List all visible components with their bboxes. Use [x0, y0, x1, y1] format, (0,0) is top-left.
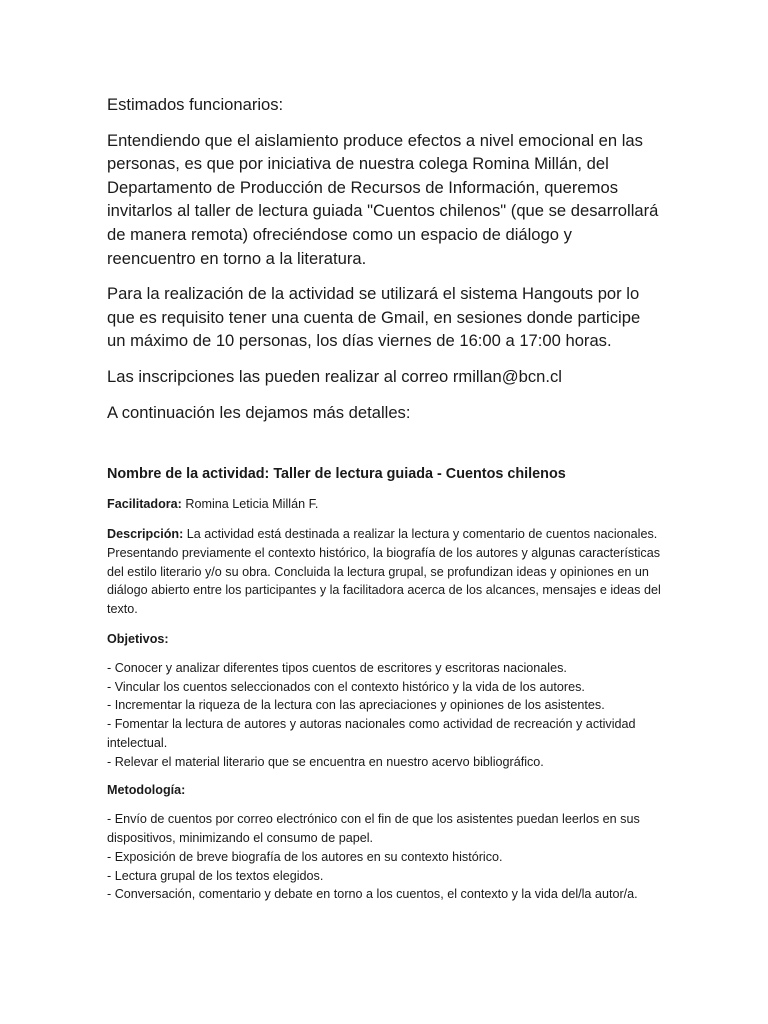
greeting: Estimados funcionarios:	[107, 95, 284, 114]
list-item: - Lectura grupal de los textos elegidos.	[107, 868, 324, 883]
list-item: - Fomentar la lectura de autores y autoras nacionales como actividad de recreación y actividad intelectual.	[107, 717, 636, 750]
objectives-heading: Objetivos:	[107, 631, 169, 646]
description-value: La actividad está destinada a realizar la lectura y comentario de cuentos nacionales. Presentando previamente el contexto histórico, la biografía de los autores y algunas características del estilo literario y/o su obra. Concluida la lectura grupal, se profundizan ideas y opiniones en un diálogo abierto entre los participantes y la facilitadora acerca de los alcances, mensajes e ideas del texto.	[107, 526, 661, 617]
facilitator-line	[107, 495, 661, 514]
list-item: - Exposición de breve biografía de los autores en su contexto histórico.	[107, 849, 503, 864]
list-item: - Incrementar la riqueza de la lectura con las apreciaciones y opiniones de los asistentes.	[107, 698, 605, 713]
list-item: - Vincular los cuentos seleccionados con el contexto histórico y la vida de los autores.	[107, 679, 585, 694]
description-label: Descripción:	[107, 526, 184, 541]
facilitator-label: Facilitadora:	[107, 497, 182, 512]
list-item: - Conversación, comentario y debate en torno a los cuentos, el contexto y la vida del/la autor/a.	[107, 887, 638, 902]
methodology-heading: Metodología:	[107, 783, 186, 798]
methodology-list	[107, 810, 661, 904]
description-paragraph	[107, 525, 661, 619]
objectives-list	[107, 659, 661, 772]
intro-paragraph: Para la realización de la actividad se utilizará el sistema Hangouts por lo que es requisito tener una cuenta de Gmail, en sesiones donde participe un máximo de 10 personas, los días viernes de 16:00 a 17:00 horas.	[107, 284, 641, 351]
list-item: - Conocer y analizar diferentes tipos cuentos de escritores y escritoras nacionales.	[107, 660, 567, 675]
details-section	[107, 464, 661, 904]
list-item: - Envío de cuentos por correo electrónico con el fin de que los asistentes puedan leerlos en sus dispositivos, minimizando el consumo de papel.	[107, 812, 640, 846]
intro-paragraph: Las inscripciones las pueden realizar al correo rmillan@bcn.cl	[107, 366, 562, 386]
intro-section	[107, 0, 661, 424]
activity-title: Nombre de la actividad: Taller de lectura guiada - Cuentos chilenos	[107, 466, 566, 483]
facilitator-value: Romina Leticia Millán F.	[181, 497, 319, 512]
intro-paragraph: Entendiendo que el aislamiento produce efectos a nivel emocional en las personas, es que por iniciativa de nuestra colega Romina Millán, del Departamento de Producción de Recursos de Información, queremos invitarlos al taller de lectura guiada "Cuentos chilenos" (que se desarrollará de manera remota) ofreciéndose como un espacio de diálogo y reencuentro en torno a la literatura.	[107, 130, 659, 268]
list-item: - Relevar el material literario que se encuentra en nuestro acervo bibliográfico.	[107, 754, 544, 769]
intro-paragraph: A continuación les dejamos más detalles:	[107, 402, 411, 422]
